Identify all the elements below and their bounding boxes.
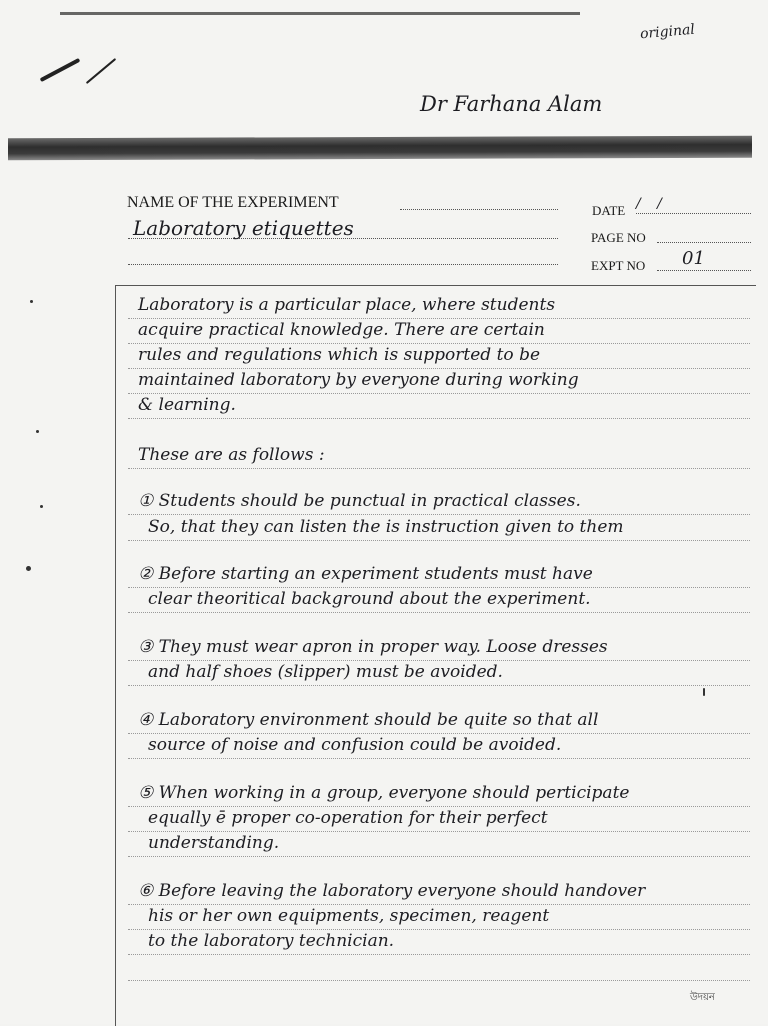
pen-scratch (86, 58, 116, 84)
dotted-line (657, 270, 751, 271)
rule-4-line: source of noise and confusion could be avoided. (148, 735, 562, 755)
original-mark: original (639, 21, 696, 43)
ruled-line (128, 733, 750, 734)
ruled-line (128, 393, 750, 394)
expt-no-value: 01 (682, 248, 705, 269)
rule-6-line: ⑥ Before leaving the laboratory everyone should handover (138, 881, 646, 901)
ruled-line (128, 612, 750, 613)
ruled-line (128, 468, 750, 469)
rule-2-line: ② Before starting an experiment students must have (138, 564, 593, 584)
scan-speck (40, 505, 43, 508)
ruled-line (128, 318, 750, 319)
author-name: Dr Farhana Alam (420, 92, 603, 116)
rules-lead: These are as follows : (138, 445, 325, 465)
experiment-label: NAME OF THE EXPERIMENT (127, 194, 339, 211)
intro-line: maintained laboratory by everyone during working (138, 370, 579, 390)
ruled-line (128, 540, 750, 541)
ruled-line (128, 685, 750, 686)
ruled-line (128, 929, 750, 930)
header-band (8, 136, 752, 161)
rule-6-line: his or her own equipments, specimen, reagent (148, 906, 550, 926)
rule-1-line: ① Students should be punctual in practical classes. (138, 491, 581, 511)
dotted-line (636, 213, 751, 214)
dotted-line (400, 209, 558, 210)
date-label: DATE (592, 203, 626, 218)
corner-stamp: উদয়ন (690, 992, 715, 1003)
rule-1-line: So, that they can listen the is instruction given to them (148, 517, 624, 537)
rule-6-line: to the laboratory technician. (148, 931, 395, 951)
intro-line: acquire practical knowledge. There are certain (138, 320, 545, 340)
ruled-line (128, 343, 750, 344)
ruled-line (128, 660, 750, 661)
expt-no-label: EXPT NO (591, 258, 646, 273)
ruled-line (128, 980, 750, 981)
scan-speck (703, 688, 705, 696)
rule-5-line: understanding. (148, 833, 280, 853)
rule-2-line: clear theoritical background about the experiment. (148, 589, 591, 609)
dotted-line (657, 242, 751, 243)
intro-line: rules and regulations which is supported to be (138, 345, 541, 365)
ruled-line (128, 514, 750, 515)
ruled-line (128, 806, 750, 807)
scan-speck (26, 566, 31, 571)
ruled-line (128, 954, 750, 955)
ruled-line (128, 856, 750, 857)
rule-5-line: ⑤ When working in a group, everyone should perticipate (138, 783, 630, 803)
date-value: / / (636, 196, 668, 212)
page-no-label: PAGE NO (591, 230, 646, 245)
rule-3-line: ③ They must wear apron in proper way. Loose dresses (138, 637, 608, 657)
ruled-line (128, 368, 750, 369)
ruled-line (128, 587, 750, 588)
rule-5-line: equally ē proper co-operation for their perfect (148, 808, 548, 828)
ruled-line (128, 758, 750, 759)
rule-4-line: ④ Laboratory environment should be quite so that all (138, 710, 599, 730)
rule-3-line: and half shoes (slipper) must be avoided. (148, 662, 503, 682)
intro-line: Laboratory is a particular place, where students (138, 295, 556, 315)
ruled-line (128, 831, 750, 832)
ruled-line (128, 904, 750, 905)
pen-scratch (40, 58, 81, 82)
dotted-line (128, 264, 558, 265)
scan-speck (36, 430, 39, 433)
experiment-name: Laboratory etiquettes (133, 216, 354, 240)
intro-line: & learning. (138, 395, 236, 415)
page-top-edge (60, 12, 580, 15)
ruled-line (128, 418, 750, 419)
scan-speck (30, 300, 33, 303)
